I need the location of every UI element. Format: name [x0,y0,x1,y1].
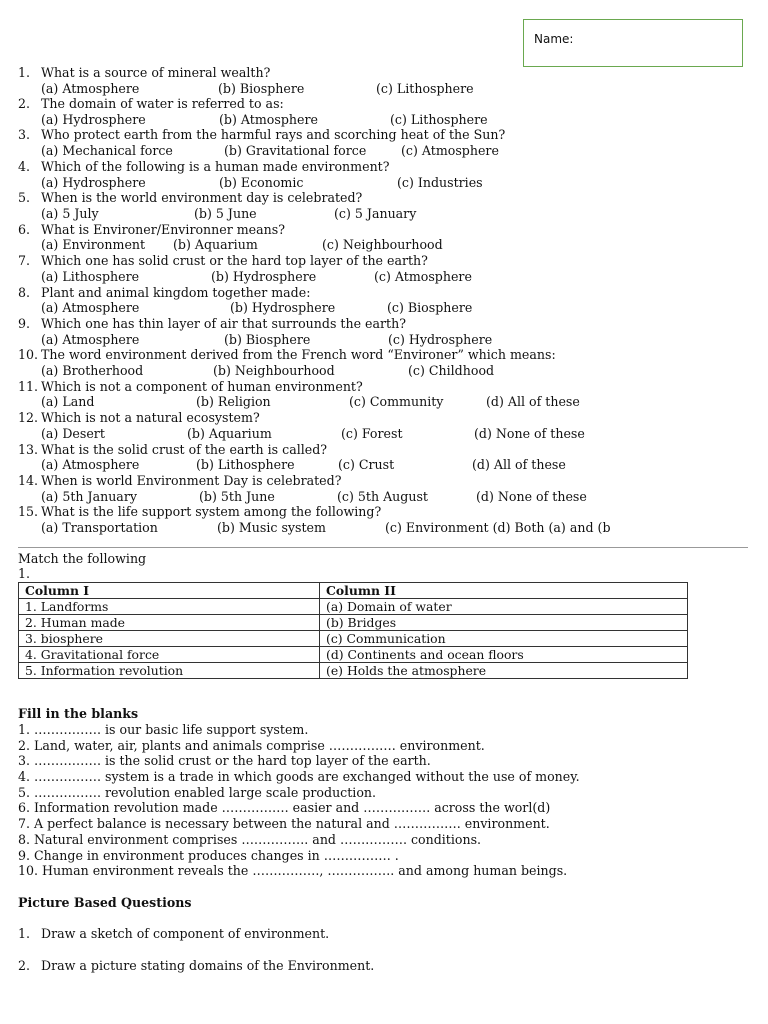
question-10: 10. The word environment derived from the French word “Environer” which means: [18,347,556,362]
option: (c) Childhood [408,363,495,378]
option: (b) Aquarium [173,237,258,252]
question-2: 2. The domain of water is referred to as: [18,96,284,111]
picture-heading: Picture Based Questions [18,895,192,910]
option: (a) Environment [41,237,146,252]
fill-item: 8. Natural environment comprises ……………. and ……………. conditions. [18,832,482,847]
fill-item: 10. Human environment reveals the ……………., ……………. and among human beings. [18,863,568,878]
table-row [19,599,688,615]
table-cell: 4. Gravitational force [19,647,320,663]
question-12: 12. Which is not a natural ecosystem? [18,410,260,425]
match-heading: Match the following [18,551,147,566]
option: (b) 5th June [199,489,275,504]
table-cell: (c) Communication [320,631,688,647]
match-table [18,582,688,679]
option: (a) Hydrosphere [41,175,146,190]
table-row [19,663,688,679]
option: (b) Hydrosphere [211,269,317,284]
option: (a) Brotherhood [41,363,144,378]
option: (a) Mechanical force [41,143,173,158]
name-label: Name: [534,32,574,46]
option: (d) All of these [472,457,566,472]
option: (a) Lithosphere [41,269,140,284]
picture-question-2: 2. Draw a picture stating domains of the Environment. [18,958,375,973]
option: (c) Neighbourhood [322,237,443,252]
option: (a) Atmosphere [41,457,140,472]
match-number: 1. [18,566,31,581]
question-14: 14. When is world Environment Day is celebrated? [18,473,342,488]
fill-item: 2. Land, water, air, plants and animals comprise ……………. environment. [18,738,485,753]
option: (b) Atmosphere [219,112,318,127]
option: (a) Hydrosphere [41,112,146,127]
option: (c) Forest [341,426,403,441]
option: (c) 5 January [334,206,417,221]
question-7: 7. Which one has solid crust or the hard top layer of the earth? [18,253,428,268]
option: (c) Lithosphere [390,112,488,127]
table-cell: 5. Information revolution [19,663,320,679]
option: (d) None of these [474,426,585,441]
fill-item: 6. Information revolution made ……………. easier and ……………. across the worl(d) [18,800,551,815]
question-11: 11. Which is not a component of human environment? [18,379,363,394]
option: (b) Aquarium [187,426,272,441]
fill-item: 3. ……………. is the solid crust or the hard top layer of the earth. [18,753,431,768]
question-3: 3. Who protect earth from the harmful rays and scorching heat of the Sun? [18,127,506,142]
picture-question-1: 1. Draw a sketch of component of environment. [18,926,330,941]
table-cell: 2. Human made [19,615,320,631]
name-box[interactable] [523,19,743,67]
question-4: 4. Which of the following is a human made environment? [18,159,390,174]
option: (d) None of these [476,489,587,504]
option: (a) Transportation [41,520,158,535]
fill-item: 1. ……………. is our basic life support system. [18,722,309,737]
section-divider [18,547,748,548]
table-row [19,647,688,663]
option: (b) Biosphere [224,332,311,347]
option: (c) Crust [338,457,395,472]
fill-item: 5. ……………. revolution enabled large scale production. [18,785,377,800]
option: (c) Lithosphere [376,81,474,96]
option: (c) Hydrosphere [388,332,493,347]
question-1: 1. What is a source of mineral wealth? [18,65,271,80]
option: (a) Atmosphere [41,81,140,96]
question-15: 15. What is the life support system among the following? [18,504,382,519]
option: (c) Biosphere [387,300,473,315]
fill-heading: Fill in the blanks [18,706,139,721]
option: (b) Gravitational force [224,143,367,158]
option: (a) Desert [41,426,105,441]
option: (b) Religion [196,394,271,409]
table-cell: (e) Holds the atmosphere [320,663,688,679]
question-8: 8. Plant and animal kingdom together made: [18,285,311,300]
table-cell: (a) Domain of water [320,599,688,615]
option: (c) Atmosphere [374,269,472,284]
option: (c) 5th August [337,489,428,504]
option: (b) Economic [219,175,304,190]
option: (b) Hydrosphere [230,300,336,315]
option: (b) Neighbourhood [213,363,335,378]
table-cell: (b) Bridges [320,615,688,631]
option: (b) 5 June [194,206,257,221]
option: (b) Lithosphere [196,457,295,472]
option: (c) Atmosphere [401,143,499,158]
table-row [19,615,688,631]
table-header-row [19,583,688,599]
fill-item: 9. Change in environment produces changes in ……………. . [18,848,399,863]
option: (b) Biosphere [218,81,305,96]
option: (c) Industries [397,175,483,190]
fill-item: 4. ……………. system is a trade in which goods are exchanged without the use of money. [18,769,580,784]
option: (c) Environment (d) Both (a) and (b [385,520,611,535]
column-header: Column II [320,583,688,599]
option: (b) Music system [217,520,326,535]
fill-item: 7. A perfect balance is necessary between the natural and ……………. environment. [18,816,550,831]
option: (d) All of these [486,394,580,409]
option: (a) Land [41,394,95,409]
table-cell: 3. biosphere [19,631,320,647]
table-cell: 1. Landforms [19,599,320,615]
question-6: 6. What is Environer/Environner means? [18,222,285,237]
question-5: 5. When is the world environment day is celebrated? [18,190,363,205]
option: (c) Community [349,394,444,409]
question-13: 13. What is the solid crust of the earth is called? [18,442,328,457]
question-9: 9. Which one has thin layer of air that surrounds the earth? [18,316,406,331]
column-header: Column I [19,583,320,599]
table-row [19,631,688,647]
option: (a) Atmosphere [41,300,140,315]
option: (a) 5 July [41,206,99,221]
option: (a) Atmosphere [41,332,140,347]
option: (a) 5th January [41,489,137,504]
table-cell: (d) Continents and ocean floors [320,647,688,663]
